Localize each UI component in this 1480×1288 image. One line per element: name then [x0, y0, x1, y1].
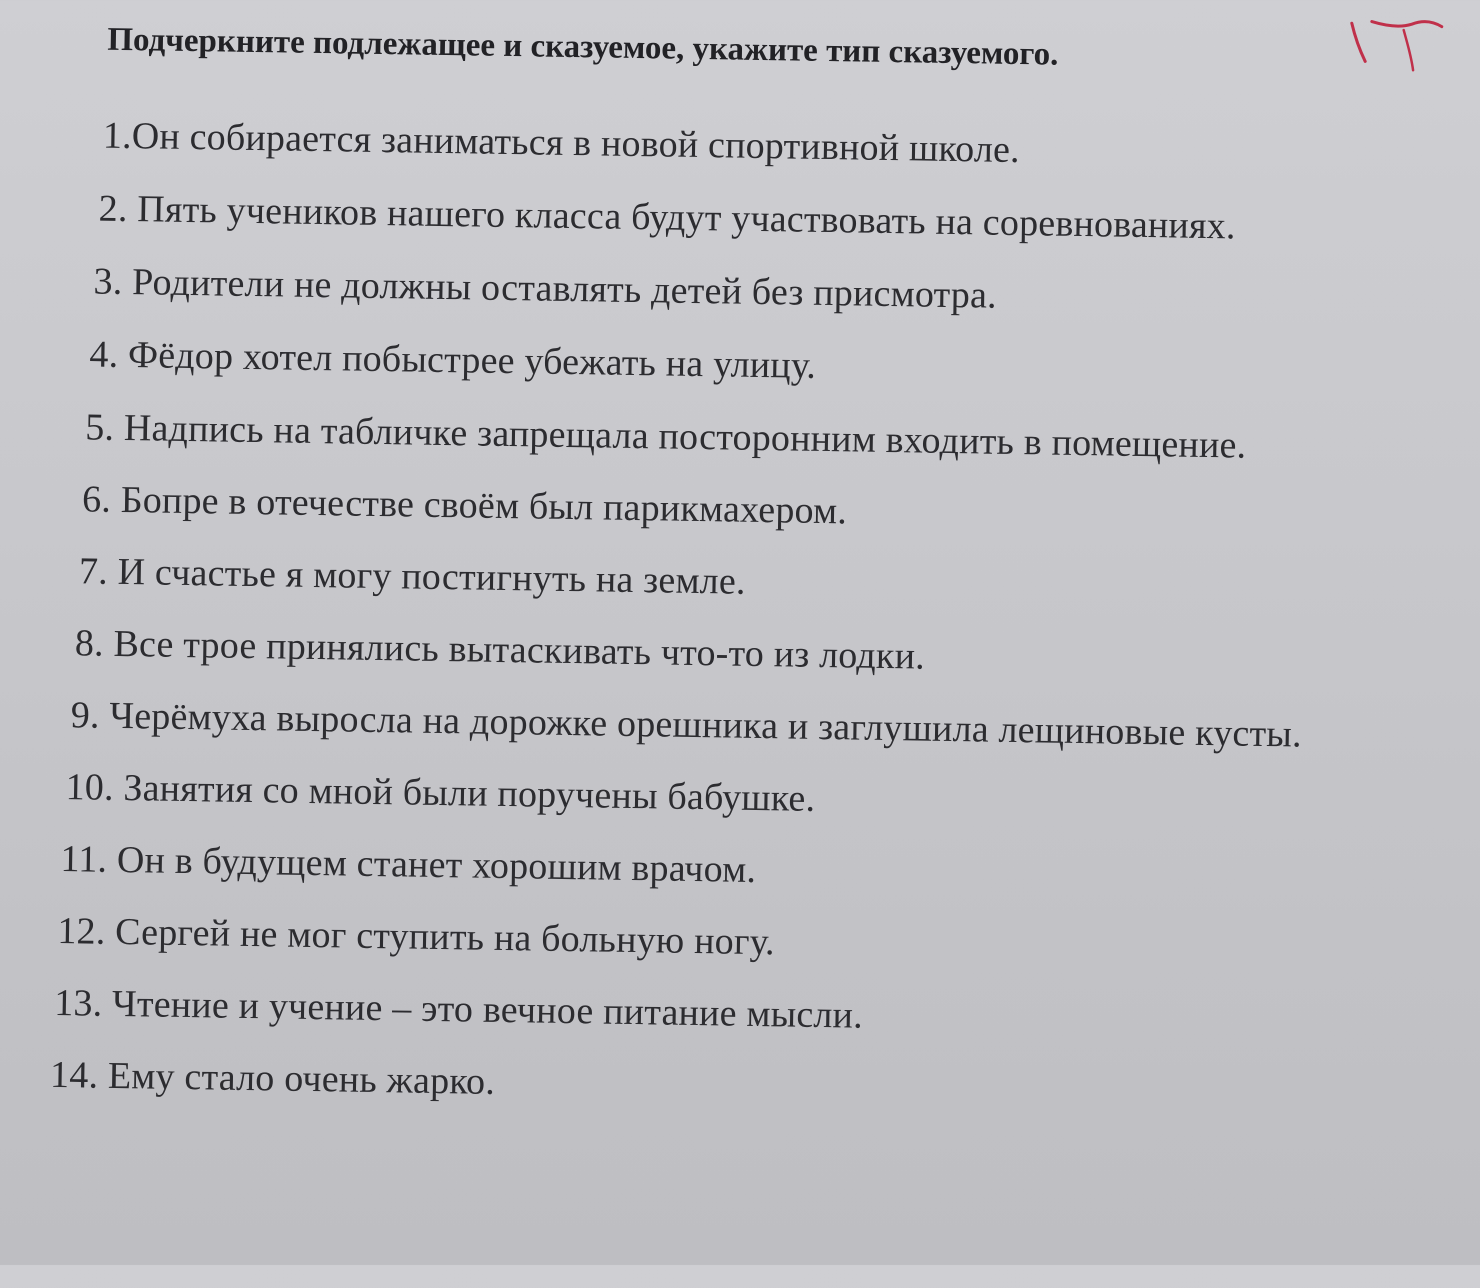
sentence-number: 4. [89, 333, 119, 376]
sentence-text: Сергей не мог ступить на больную ногу. [114, 910, 776, 964]
sentence-9 [70, 693, 1302, 756]
sentence-text: Все трое принялись вытаскивать что-то из лодки. [113, 622, 926, 678]
sentence-number: 8. [74, 622, 105, 665]
sentence-7 [79, 549, 746, 603]
sentence-text: Чтение и учение – это вечное питание мысли. [111, 982, 864, 1037]
sentence-text: Занятия со мной были поручены бабушке. [123, 767, 816, 820]
sentence-5 [85, 405, 1247, 467]
sentence-1 [103, 114, 1021, 172]
sentence-text: Черёмуха выросла на дорожке орешника и заглушила лещиновые кусты. [109, 694, 1303, 756]
sentence-6 [82, 477, 848, 533]
sentence-number: 11. [60, 838, 108, 881]
sentence-14 [50, 1053, 496, 1104]
sentence-text: Бопре в отечестве своём был парикмахером. [120, 478, 848, 533]
sentence-10 [65, 765, 815, 821]
sentence-text: Надпись на табличке запрещала посторонним входить в помещение. [123, 407, 1247, 467]
sentence-text: Он собирается заниматься в новой спортивной школе. [131, 115, 1021, 172]
sentence-4 [89, 332, 816, 387]
sentence-3 [93, 260, 997, 318]
sentence-2 [98, 187, 1236, 249]
sentence-number: 10. [65, 766, 115, 809]
sentence-number: 7. [78, 550, 109, 593]
sentence-number: 5. [84, 406, 115, 449]
sentence-number: 9. [70, 694, 101, 737]
sentence-number: 3. [93, 260, 123, 303]
sentence-number: 13. [53, 981, 103, 1025]
sentence-text: Родители не должны оставлять детей без присмотра. [131, 261, 998, 317]
sentence-text: Пять учеников нашего класса будут участвовать на соревнованиях. [137, 188, 1236, 248]
sentence-text: Ему стало очень жарко. [107, 1054, 496, 1103]
task-instruction: Подчеркните подлежащее и сказуемое, укажите тип сказуемого. [107, 21, 1059, 73]
sentence-8 [75, 621, 926, 678]
sentence-13 [54, 981, 863, 1038]
sentence-number: 2. [98, 187, 128, 231]
sentence-number: 12. [57, 910, 106, 953]
sentence-number: 6. [81, 478, 112, 521]
sentence-text: Фёдор хотел побыстрее убежать на улицу. [127, 334, 817, 387]
sentence-number: 14. [49, 1053, 99, 1097]
sentence-text: И счастье я могу постигнуть на земле. [117, 550, 747, 603]
red-ink-mark [1341, 15, 1462, 77]
sentence-11 [60, 837, 756, 892]
sentence-text: Он в будущем станет хорошим врачом. [116, 838, 757, 891]
sentence-12 [57, 909, 775, 964]
sentence-number: 1. [102, 114, 133, 158]
